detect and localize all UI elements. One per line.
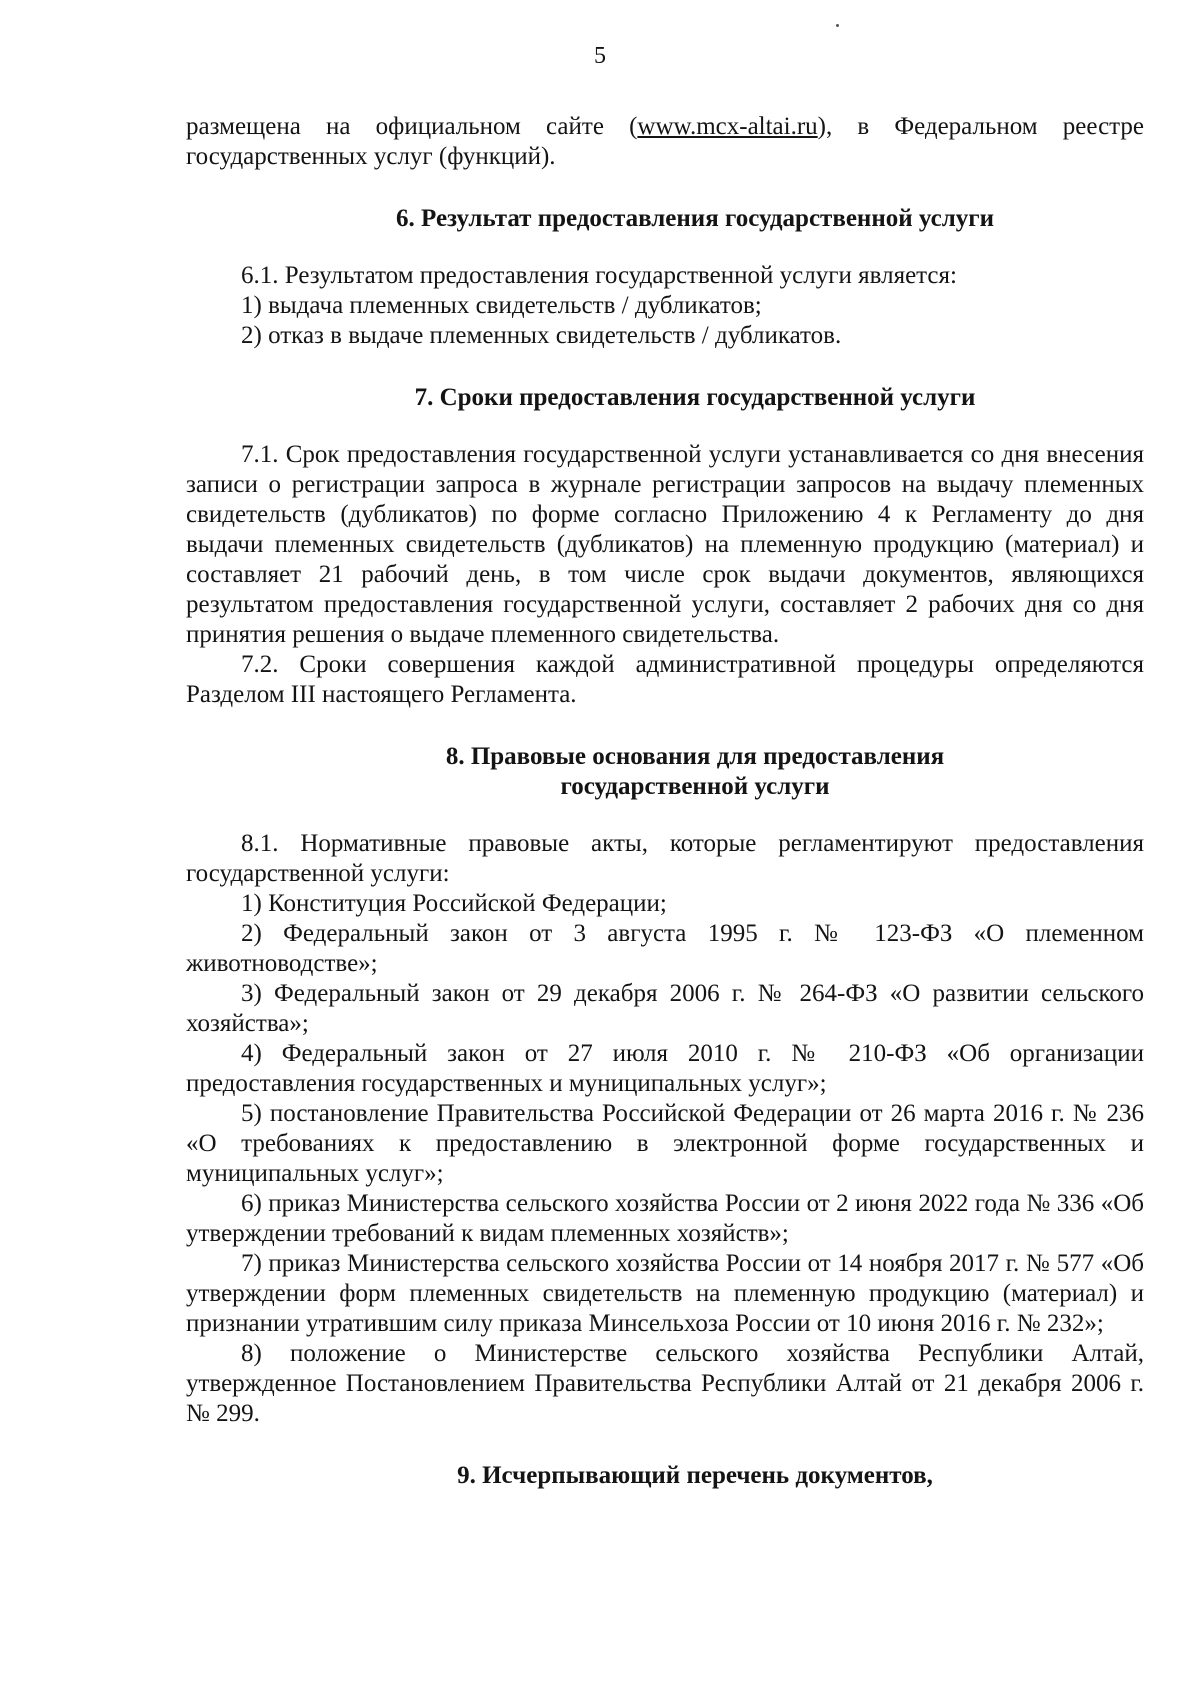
section-6-title: 6. Результат предоставления государственной услуги: [396, 205, 994, 232]
section-8-list-item: 1) Конституция Российской Федерации;: [241, 890, 667, 917]
section-8-list-item: 5) постановление Правительства Российской Федерации от 26 марта 2016 г. № 236 «О требованиях к предоставлению в электронной форме государственных и муниципальных услуг»;: [186, 1100, 1144, 1187]
document-body: [186, 112, 1144, 1491]
intro-text-before-link: размещена на официальном сайте (: [186, 113, 638, 140]
section-8-title-line-1: 8. Правовые основания для предоставления: [445, 743, 945, 770]
section-8-list-item: 2) Федеральный закон от 3 августа 1995 г. № 123-ФЗ «О племенном животноводстве»;: [186, 920, 1144, 977]
section-8-list-item: 8) положение о Министерстве сельского хозяйства Республики Алтай, утвержденное Постановлением Правительства Республики Алтай от 21 декабря 2006 г. № 299.: [186, 1340, 1144, 1427]
section-6-list-item: 2) отказ в выдаче племенных свидетельств / дубликатов.: [241, 322, 842, 349]
section-7-title: 7. Сроки предоставления государственной услуги: [414, 384, 976, 411]
scan-speck: [836, 24, 839, 27]
section-6-paragraph: 6.1. Результатом предоставления государственной услуги является:: [241, 262, 957, 289]
section-6-list-item: 1) выдача племенных свидетельств / дубликатов;: [241, 292, 762, 319]
section-8-list-item: 7) приказ Министерства сельского хозяйства России от 14 ноября 2017 г. № 577 «Об утверждении форм племенных свидетельств на племенную продукцию (материал) и признании утратившим силу приказа Минсельхоза России от 10 июня 2016 г. № 232»;: [186, 1250, 1144, 1337]
section-9-title: 9. Исчерпывающий перечень документов,: [457, 1462, 933, 1489]
section-8-list-item: 3) Федеральный закон от 29 декабря 2006 г. № 264-ФЗ «О развитии сельского хозяйства»;: [186, 980, 1144, 1037]
intro-paragraph: [186, 112, 1144, 172]
section-8-list-item: 4) Федеральный закон от 27 июля 2010 г. № 210-ФЗ «Об организации предоставления государственных и муниципальных услуг»;: [186, 1040, 1144, 1097]
intro-text-after-link: ), в Федеральном реестре государственных услуг (функций).: [186, 113, 1144, 170]
section-8-list-item: 6) приказ Министерства сельского хозяйства России от 2 июня 2022 года № 336 «Об утверждении требований к видам племенных хозяйств»;: [186, 1190, 1144, 1247]
section-8-title-line-2: государственной услуги: [560, 773, 830, 800]
ministry-site-link[interactable]: www.mcx-altai.ru: [637, 113, 818, 140]
page-number: 5: [594, 43, 606, 69]
section-7-paragraph: 7.1. Срок предоставления государственной услуги устанавливается со дня внесения записи о регистрации запроса в журнале регистрации запросов на выдачу племенных свидетельств (дубликатов) по форме согласно Приложению 4 к Регламенту до дня выдачи племенных свидетельств (дубликатов) на племенную продукцию (материал) и составляет 21 рабочий день, в том числе срок выдачи документов, являющихся результатом предоставления государственной услуги, составляет 2 рабочих дня со дня принятия решения о выдаче племенного свидетельства.: [186, 441, 1144, 648]
section-8-paragraph: 8.1. Нормативные правовые акты, которые регламентируют предоставления государственной услуги:: [186, 830, 1144, 887]
section-7-paragraph: 7.2. Сроки совершения каждой административной процедуры определяются Разделом III настоящего Регламента.: [186, 651, 1144, 708]
